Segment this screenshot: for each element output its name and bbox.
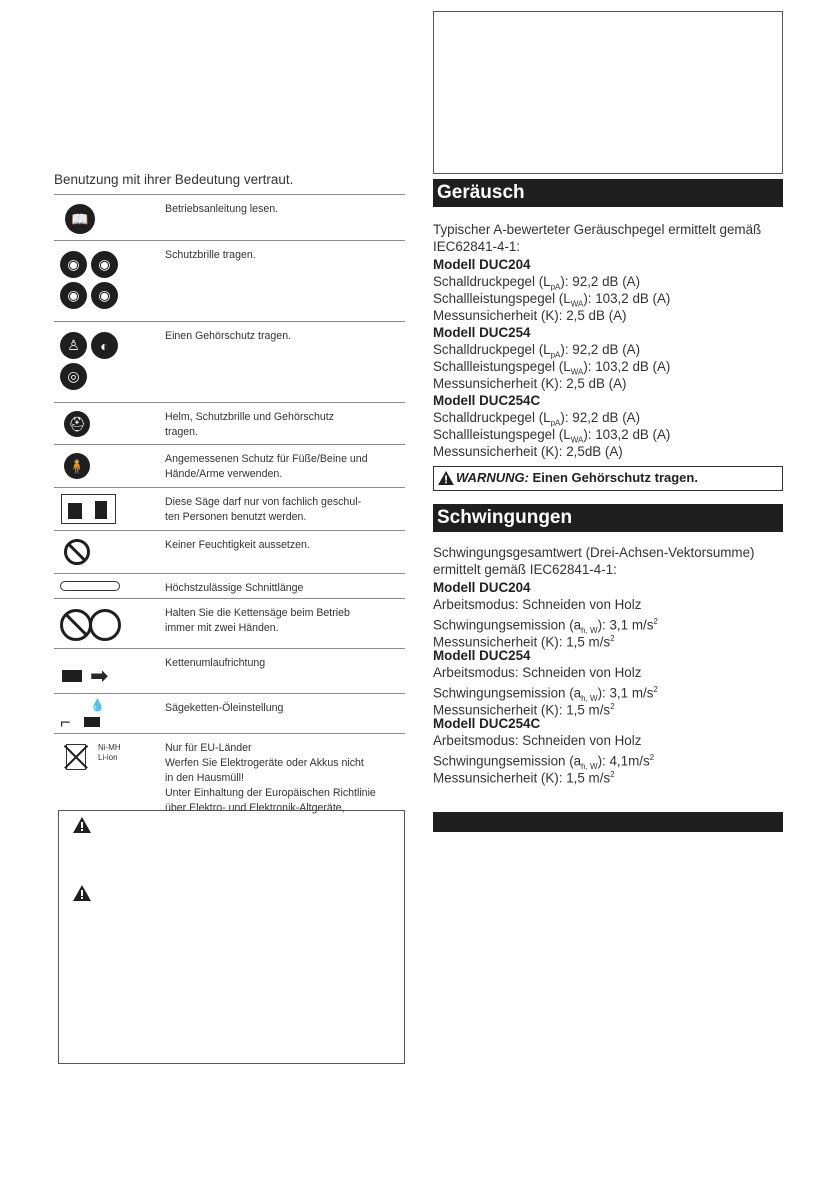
symbol-row xyxy=(54,321,405,403)
weee-label-nimh: Ni-MH xyxy=(98,743,121,752)
vibration-mode-line: Arbeitsmodus: Schneiden von Holz xyxy=(433,665,642,680)
vibration-mode-line: Arbeitsmodus: Schneiden von Holz xyxy=(433,597,642,612)
vibration-model-name: Modell DUC254 xyxy=(433,648,531,663)
symbol-row xyxy=(54,444,405,488)
noise-uncertainty-line: Messunsicherheit (K): 2,5 dB (A) xyxy=(433,376,627,391)
warning-label: WARNUNG: xyxy=(456,470,529,485)
warning-box xyxy=(58,810,405,1064)
noise-heading: Geräusch xyxy=(433,179,783,207)
noise-model-name: Modell DUC254C xyxy=(433,393,541,408)
noise-intro: Typischer A-bewerteter Geräuschpegel ermittelt gemäß IEC62841-4-1: xyxy=(433,222,762,254)
eye-protection-icon: ◉ ◉ ◉ ◉ xyxy=(54,241,154,322)
symbol-text: Nur für EU-Länder Werfen Sie Elektrogeräte oder Akkus nicht in den Hausmüll! Unter Einhaltung der Europäischen Richtlinie über Elektro- und Elektronik-Altgeräte, xyxy=(165,742,376,814)
vibration-uncertainty-line: Messunsicherheit (K): 1,5 $m/s^2$ xyxy=(433,770,615,786)
warning-triangle-icon xyxy=(73,817,91,833)
two-hands-icon xyxy=(54,599,154,649)
read-manual-icon: 📖 xyxy=(54,195,154,241)
noise-warning xyxy=(433,466,783,491)
symbol-text: Angemessenen Schutz für Füße/Beine und Hände/Arme verwenden. xyxy=(165,453,368,480)
vibration-model-name: Modell DUC204 xyxy=(433,580,531,595)
symbol-text: Betriebsanleitung lesen. xyxy=(165,203,279,215)
symbol-text: Sägeketten-Öleinstellung xyxy=(165,702,284,714)
warning-text: Einen Gehörschutz tragen. xyxy=(528,470,698,485)
warning-triangle-icon xyxy=(73,885,91,901)
symbol-text: Helm, Schutzbrille und Gehörschutz tragen. xyxy=(165,411,334,438)
vibration-intro: Schwingungsgesamtwert (Drei-Achsen-Vektorsumme) ermittelt gemäß IEC62841-4-1: xyxy=(433,545,755,577)
helmet-icon: ⛑ xyxy=(54,403,154,445)
noise-pressure-line: Schalldruckpegel $(L_{pA})$: 92,2 dB (A) xyxy=(433,342,641,360)
ear-protection-icon: ♙ ◐ ◎ xyxy=(54,322,154,403)
noise-power-line: Schallleistungspegel $(L_{WA})$: 103,2 dB (A) xyxy=(433,359,671,377)
symbol-text: Diese Säge darf nur von fachlich geschul- ten Personen benutzt werden. xyxy=(165,496,362,523)
vibration-model-name: Modell DUC254C xyxy=(433,716,541,731)
noise-pressure-line: Schalldruckpegel $(L_{pA})$: 92,2 dB (A) xyxy=(433,274,641,292)
symbol-row xyxy=(54,240,405,322)
vibration-mode-line: Arbeitsmodus: Schneiden von Holz xyxy=(433,733,642,748)
symbol-row xyxy=(54,648,405,694)
symbol-row xyxy=(54,573,405,599)
noise-uncertainty-line: Messunsicherheit (K): 2,5 dB (A) xyxy=(433,308,627,323)
symbol-text: Schutzbrille tragen. xyxy=(165,249,256,261)
cutting-length-icon xyxy=(54,574,154,599)
noise-uncertainty-line: Messunsicherheit (K): 2,5dB (A) xyxy=(433,444,623,459)
body-protection-icon: 🧍 xyxy=(54,445,154,488)
symbol-row xyxy=(54,402,405,445)
top-empty-box xyxy=(433,11,783,174)
oil-adjustment-icon: 💧 ⌐ xyxy=(60,698,105,732)
weee-label-liion: Li-ion xyxy=(98,753,118,762)
symbol-row xyxy=(54,733,405,814)
warning-triangle-icon xyxy=(438,471,454,485)
no-moisture-icon xyxy=(54,531,154,574)
chain-direction-icon: ➡ xyxy=(54,649,154,694)
noise-power-line: Schallleistungspegel $(L_{WA})$: 103,2 dB (A) xyxy=(433,427,671,445)
vibration-uncertainty-line: Messunsicherheit (K): 1,5 $m/s^2$ xyxy=(433,702,615,718)
symbol-row xyxy=(54,487,405,531)
symbol-text: Einen Gehörschutz tragen. xyxy=(165,330,292,342)
symbol-text: Höchstzulässige Schnittlänge xyxy=(165,582,304,594)
symbol-text: Kettenumlaufrichtung xyxy=(165,657,266,669)
trained-persons-icon xyxy=(54,488,154,531)
noise-model-name: Modell DUC254 xyxy=(433,325,531,340)
symbol-row xyxy=(54,194,405,241)
section-header-bar xyxy=(433,812,783,832)
noise-model-name: Modell DUC204 xyxy=(433,257,531,272)
vibration-heading: Schwingungen xyxy=(433,504,783,532)
noise-pressure-line: Schalldruckpegel $(L_{pA})$: 92,2 dB (A) xyxy=(433,410,641,428)
symbols-intro: Benutzung mit ihrer Bedeutung vertraut. xyxy=(54,172,294,187)
vibration-emission-line: Schwingungsemission $(a_{h, W})$: 3,1 $m/s^2$ xyxy=(433,617,658,636)
vibration-uncertainty-line: Messunsicherheit (K): 1,5 $m/s^2$ xyxy=(433,634,615,650)
symbol-row xyxy=(54,693,405,734)
vibration-emission-line: Schwingungsemission $(a_{h, W})$: $4,1m/s^2$ xyxy=(433,753,655,772)
symbol-row xyxy=(54,598,405,649)
vibration-emission-line: Schwingungsemission $(a_{h, W})$: 3,1 $m/s^2$ xyxy=(433,685,658,704)
symbol-text: Halten Sie die Kettensäge beim Betrieb immer mit zwei Händen. xyxy=(165,607,350,634)
symbol-row xyxy=(54,530,405,574)
weee-bin-icon xyxy=(54,734,154,808)
symbol-text: Keiner Feuchtigkeit aussetzen. xyxy=(165,539,310,551)
noise-power-line: Schallleistungspegel $(L_{WA})$: 103,2 dB (A) xyxy=(433,291,671,309)
